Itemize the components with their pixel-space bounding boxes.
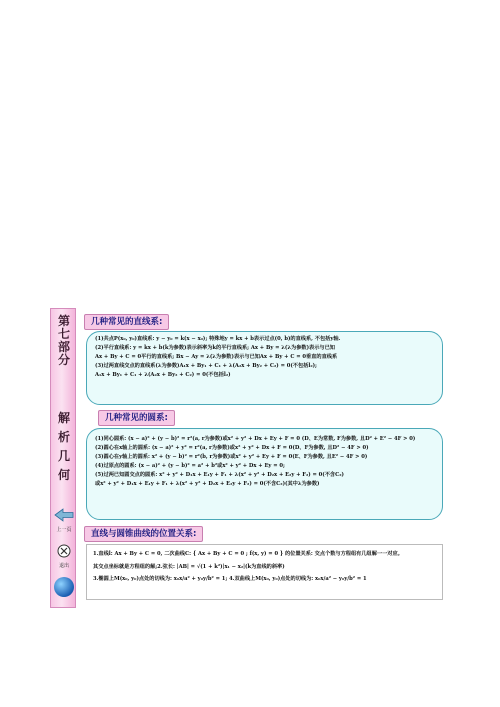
section3-line-2: 其交点坐标就是方程组的解;2.弦长: |AB| = √(1 + k²)|x₁ − x₂|(k为直线的斜率) bbox=[93, 564, 285, 570]
section1-line-3: Ax + By + C = 0平行的直线系; Bx − Ay = λ(λ为参数)表示与已知Ax + By + C = 0垂直的直线系 bbox=[95, 354, 338, 360]
globe-icon bbox=[54, 577, 74, 597]
exit-button[interactable] bbox=[54, 543, 74, 569]
section2-line-5: (5)过两已知圆交点的圆系: x² + y² + D₁x + E₁y + F₁ + λ(x² + y² + D₂x + E₂y + F₂) = 0(不含C₂) bbox=[95, 472, 344, 478]
prev-page-button[interactable] bbox=[54, 507, 74, 533]
close-circle-icon bbox=[57, 544, 71, 558]
section2-title: 几种常见的圆系: bbox=[98, 410, 175, 426]
section1-line-4: (3)过两直线交点的直线系(λ为参数)A₁x + By₁ + C₁ + λ(A₂x + By₂ + C₂) = 0(不包括l₂); bbox=[95, 363, 317, 369]
section1-line-5: A₁x + By₁ + C₁ + λ(A₂x + By₂ + C₂) = 0(不包括l₂) bbox=[95, 372, 231, 378]
part-title: 第七部分 bbox=[57, 314, 70, 367]
section3-line-3: 3.椭圆上M(x₀, y₀)点处的切线为: x₀x/a² + y₀y/b² = 1; 4.双曲线上M(x₀, y₀)点处的切线为: x₀x/a² − y₀y/b² = 1 bbox=[93, 576, 367, 582]
chapter-title: 解析几何 bbox=[57, 411, 70, 482]
arrow-left-icon bbox=[54, 508, 74, 522]
exit-label: 退出 bbox=[58, 563, 69, 569]
slide bbox=[50, 308, 445, 608]
section2-line-1: (1)同心圆系: (x − a)² + (y − b)² = r²(a, r为参数)或x² + y² + Dx + Ey + F = 0 (D、E为常数, F为参数, 且D² + E² − 4F > 0) bbox=[95, 436, 416, 442]
section3-box bbox=[86, 544, 443, 600]
section2-line-4: (4)过原点的圆系: (x − a)² + (y − b)² = a² + b²或x² + y² + Dx + Ey = 0; bbox=[95, 463, 285, 469]
section1-title: 几种常见的直线系: bbox=[84, 314, 169, 330]
section1-line-2: (2)平行直线系: y = kx + b(k为参数)表示斜率为k的平行直线系; Ax + By = λ(λ为参数)表示与已知 bbox=[95, 345, 335, 351]
sidebar bbox=[50, 308, 76, 608]
section2-box bbox=[86, 428, 443, 520]
main-content bbox=[80, 308, 445, 608]
prev-page-label: 上一页 bbox=[56, 527, 72, 533]
section1-box bbox=[86, 331, 443, 405]
section3-line-1: 1.直线l: Ax + By + C = 0, 二次曲线C: { Ax + By + C = 0 ; f(x, y) = 0 } 的位置关系: 交点个数与方程组有几组解一一对应。 bbox=[93, 551, 403, 557]
section2-line-6: 或x² + y² + D₁x + E₁y + F₁ + λ(x² + y² + D₂x + E₂y + F₂) = 0(不含C₂)(其中λ为参数) bbox=[95, 481, 320, 487]
section1-line-1: (1)共点P(x₀, y₀)直线系: y − y₀ = k(x − x₀); 特殊地y = kx + b表示过点(0, b)的直线系, 不包括y轴. bbox=[95, 336, 341, 342]
section2-line-2: (2)圆心在x轴上的圆系: (x − a)² + y² = r²(a, r为参数)或x² + y² + Dx + F = 0(D、F为参数, 且D² − 4F > 0) bbox=[95, 445, 369, 451]
section3-title: 直线与圆锥曲线的位置关系: bbox=[84, 526, 203, 542]
section2-line-3: (3)圆心在y轴上的圆系: x² + (y − b)² = r²(b, r为参数)或x² + y² + Ey + F = 0(E、F为参数, 且E² − 4F > 0) bbox=[95, 454, 368, 460]
